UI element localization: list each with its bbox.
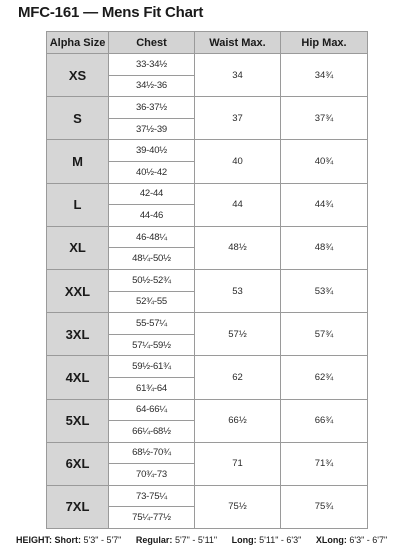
column-header-alpha-size: Alpha Size <box>47 32 109 54</box>
chest-range-cell: 46-48¼ <box>109 226 195 248</box>
chest-range-cell: 34½-36 <box>109 75 195 97</box>
height-footer <box>16 535 387 545</box>
height-short-label: Short: <box>54 535 82 545</box>
alpha-size-cell: XL <box>47 226 109 269</box>
chest-range-cell: 57¼-59½ <box>109 334 195 356</box>
table-row <box>47 313 368 335</box>
hip-max-cell: 62¾ <box>281 356 368 399</box>
table-row <box>47 97 368 119</box>
chest-range-cell: 48¼-50½ <box>109 248 195 270</box>
hip-max-cell: 71¾ <box>281 442 368 485</box>
chest-range-cell: 39-40½ <box>109 140 195 162</box>
alpha-size-cell: 7XL <box>47 485 109 528</box>
page-title: MFC-161 — Mens Fit Chart <box>18 4 204 21</box>
alpha-size-cell: 5XL <box>47 399 109 442</box>
table-row <box>47 226 368 248</box>
hip-max-cell: 40¾ <box>281 140 368 183</box>
waist-max-cell: 75½ <box>195 485 281 528</box>
chest-range-cell: 61¾-64 <box>109 377 195 399</box>
waist-max-cell: 66½ <box>195 399 281 442</box>
height-regular-value: 5'7" - 5'11" <box>174 535 218 545</box>
height-xlong-label: XLong: <box>315 535 347 545</box>
table-row <box>47 399 368 421</box>
table-row <box>47 183 368 205</box>
waist-max-cell: 53 <box>195 269 281 312</box>
hip-max-cell: 57¾ <box>281 313 368 356</box>
hip-max-cell: 34¾ <box>281 54 368 97</box>
chest-range-cell: 73-75¼ <box>109 485 195 507</box>
alpha-size-cell: XXL <box>47 269 109 312</box>
alpha-size-cell: S <box>47 97 109 140</box>
table-row <box>47 356 368 378</box>
waist-max-cell: 48½ <box>195 226 281 269</box>
column-header-hip-max: Hip Max. <box>281 32 368 54</box>
chest-range-cell: 66¼-68½ <box>109 421 195 443</box>
height-long-value: 5'11" - 6'3" <box>259 535 302 545</box>
waist-max-cell: 71 <box>195 442 281 485</box>
height-label: HEIGHT: <box>16 535 52 545</box>
waist-max-cell: 62 <box>195 356 281 399</box>
chest-range-cell: 44-46 <box>109 205 195 227</box>
height-xlong-value: 6'3" - 6'7" <box>349 535 388 545</box>
chest-range-cell: 42-44 <box>109 183 195 205</box>
chest-range-cell: 36-37½ <box>109 97 195 119</box>
chest-range-cell: 68½-70¾ <box>109 442 195 464</box>
waist-max-cell: 44 <box>195 183 281 226</box>
chest-range-cell: 59½-61¾ <box>109 356 195 378</box>
hip-max-cell: 44¾ <box>281 183 368 226</box>
chest-range-cell: 70¾-73 <box>109 464 195 486</box>
table-row <box>47 269 368 291</box>
height-short-value: 5'3" - 5'7" <box>83 535 122 545</box>
hip-max-cell: 48¾ <box>281 226 368 269</box>
table-header-row <box>47 32 368 54</box>
table-body <box>47 54 368 529</box>
table-row <box>47 54 368 76</box>
chest-range-cell: 75¼-77½ <box>109 507 195 529</box>
alpha-size-cell: 3XL <box>47 313 109 356</box>
hip-max-cell: 53¾ <box>281 269 368 312</box>
hip-max-cell: 37¾ <box>281 97 368 140</box>
column-header-chest: Chest <box>109 32 195 54</box>
chest-range-cell: 52¾-55 <box>109 291 195 313</box>
hip-max-cell: 66¾ <box>281 399 368 442</box>
height-long-label: Long: <box>231 535 257 545</box>
hip-max-cell: 75¾ <box>281 485 368 528</box>
table-row <box>47 140 368 162</box>
table-row <box>47 485 368 507</box>
waist-max-cell: 40 <box>195 140 281 183</box>
alpha-size-cell: 4XL <box>47 356 109 399</box>
waist-max-cell: 37 <box>195 97 281 140</box>
alpha-size-cell: M <box>47 140 109 183</box>
alpha-size-cell: 6XL <box>47 442 109 485</box>
waist-max-cell: 57½ <box>195 313 281 356</box>
waist-max-cell: 34 <box>195 54 281 97</box>
chest-range-cell: 64-66¼ <box>109 399 195 421</box>
chest-range-cell: 33-34½ <box>109 54 195 76</box>
chest-range-cell: 37½-39 <box>109 118 195 140</box>
alpha-size-cell: L <box>47 183 109 226</box>
chest-range-cell: 40½-42 <box>109 161 195 183</box>
alpha-size-cell: XS <box>47 54 109 97</box>
chest-range-cell: 50½-52¾ <box>109 269 195 291</box>
fit-chart-table <box>46 31 368 529</box>
table-row <box>47 442 368 464</box>
height-regular-label: Regular: <box>135 535 173 545</box>
chest-range-cell: 55-57¼ <box>109 313 195 335</box>
column-header-waist-max: Waist Max. <box>195 32 281 54</box>
